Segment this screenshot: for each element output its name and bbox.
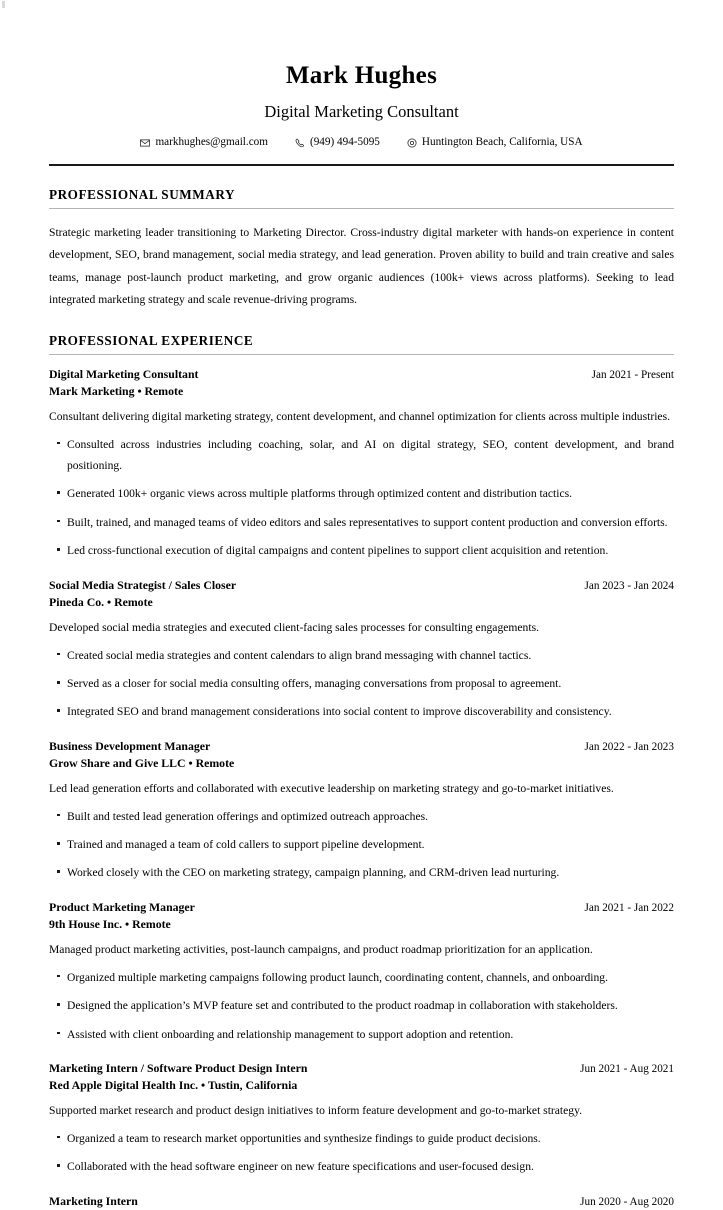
candidate-name: Mark Hughes [285,62,438,89]
contact-phone-text: (949) 494-5095 [309,136,380,149]
experience-item [49,577,674,723]
experience-bullet: Integrated SEO and brand management considerations into social content to improve discoverability and consistency. [49,701,674,722]
experience-dates: Jan 2023 - Jan 2024 [584,579,674,592]
experience-item-header [49,899,674,916]
experience-bullet: Consulted across industries including coaching, solar, and AI on digital strategy, SEO, content development, and brand positioning. [49,434,674,477]
experience-bullet: Organized multiple marketing campaigns following product launch, coordinating content, channels, and onboarding. [49,967,674,988]
experience-bullet-list [49,806,674,884]
experience-item-header [49,366,674,383]
experience-item [49,1193,674,1210]
contact-location-text: Huntington Beach, California, USA [421,136,583,149]
experience-bullet: Collaborated with the head software engineer on new feature specifications and user-focused design. [49,1156,674,1177]
header-divider [49,164,674,166]
experience-bullet: Served as a closer for social media consulting offers, managing conversations from proposal to agreement. [49,673,674,694]
experience-role: Digital Marketing Consultant [49,366,199,381]
contact-phone[interactable] [295,136,380,149]
contact-row [49,136,674,149]
summary-heading-divider [49,208,674,209]
experience-bullet: Created social media strategies and content calendars to align brand messaging with channel tactics. [49,645,674,666]
experience-bullet: Led cross-functional execution of digital campaigns and content pipelines to support client acquisition and retention. [49,540,674,561]
experience-heading: PROFESSIONAL EXPERIENCE [49,332,254,348]
experience-list [49,366,674,1210]
experience-organization: 9th House Inc. • Remote [49,917,171,932]
location-pin-icon [407,138,417,148]
experience-description: Led lead generation efforts and collaborated with executive leadership on marketing strategy and go-to-market initiatives. [49,782,614,796]
envelope-icon [140,138,150,148]
experience-item-header [49,577,674,594]
experience-role: Marketing Intern / Software Product Design Intern [49,1060,308,1075]
experience-organization: Red Apple Digital Health Inc. • Tustin, California [49,1078,298,1093]
experience-item-header [49,1193,674,1210]
experience-role: Social Media Strategist / Sales Closer [49,577,237,592]
contact-location[interactable] [407,136,583,149]
contact-email-text: markhughes@gmail.com [155,136,268,149]
experience-item-header [49,1060,674,1077]
experience-dates: Jan 2022 - Jan 2023 [584,740,674,753]
contact-email[interactable] [140,136,268,149]
experience-organization: Pineda Co. • Remote [49,594,153,609]
experience-bullet-list [49,434,674,562]
experience-bullet: Designed the application’s MVP feature set and contributed to the product roadmap in collaboration with stakeholders. [49,995,674,1016]
experience-dates: Jun 2020 - Aug 2020 [580,1195,674,1208]
experience-dates: Jan 2021 - Present [591,368,674,381]
summary-heading: PROFESSIONAL SUMMARY [49,186,236,202]
experience-role: Marketing Intern [49,1193,138,1208]
experience-dates: Jan 2021 - Jan 2022 [584,901,674,914]
experience-item [49,1060,674,1178]
experience-description: Managed product marketing activities, post-launch campaigns, and product roadmap prioritization for an application. [49,943,593,957]
experience-item [49,738,674,884]
experience-organization: Mark Marketing • Remote [49,384,184,399]
phone-icon [295,138,305,148]
experience-description: Consultant delivering digital marketing strategy, content development, and channel optimization for clients across multiple industries. [49,410,670,424]
experience-organization: Grow Share and Give LLC • Remote [49,756,235,771]
resume-header [49,0,674,166]
candidate-job-title: Digital Marketing Consultant [264,101,459,121]
summary-text: Strategic marketing leader transitioning to Marketing Director. Cross-industry digital marketer with hands-on experience in content development, SEO, brand management, social media strategy, and lead generation. Proven ability to build and train creative and sales teams, manage post-launch product marketing, and grow organic audiences (100k+ views across platforms). Seeking to lead integrated marketing strategy and scale revenue-driving programs. [49,225,674,307]
section-professional-summary [49,187,674,312]
experience-role: Product Marketing Manager [49,899,195,914]
experience-item-header [49,738,674,755]
experience-description: Supported market research and product design initiatives to inform feature development and go-to-market strategy. [49,1104,583,1118]
experience-bullet-list [49,967,674,1045]
experience-bullet-list [49,645,674,723]
experience-heading-divider [49,354,674,355]
section-professional-experience [49,333,674,1210]
experience-dates: Jun 2021 - Aug 2021 [580,1062,674,1075]
experience-bullet: Organized a team to research market opportunities and synthesize findings to guide product decisions. [49,1128,674,1149]
experience-item [49,899,674,1045]
experience-bullet: Trained and managed a team of cold callers to support pipeline development. [49,834,674,855]
experience-bullet-list [49,1128,674,1178]
experience-bullet: Built, trained, and managed teams of video editors and sales representatives to support content production and conversion efforts. [49,512,674,533]
experience-description: Developed social media strategies and executed client-facing sales processes for consulting engagements. [49,621,539,635]
experience-bullet: Generated 100k+ organic views across multiple platforms through optimized content and distribution tactics. [49,483,674,504]
experience-role: Business Development Manager [49,738,211,753]
experience-bullet: Built and tested lead generation offerings and optimized outreach approaches. [49,806,674,827]
experience-item [49,366,674,562]
scan-artifact-mark [2,1,5,8]
experience-bullet: Assisted with client onboarding and relationship management to support adoption and retention. [49,1024,674,1045]
experience-bullet: Worked closely with the CEO on marketing strategy, campaign planning, and CRM-driven lead nurturing. [49,862,674,883]
